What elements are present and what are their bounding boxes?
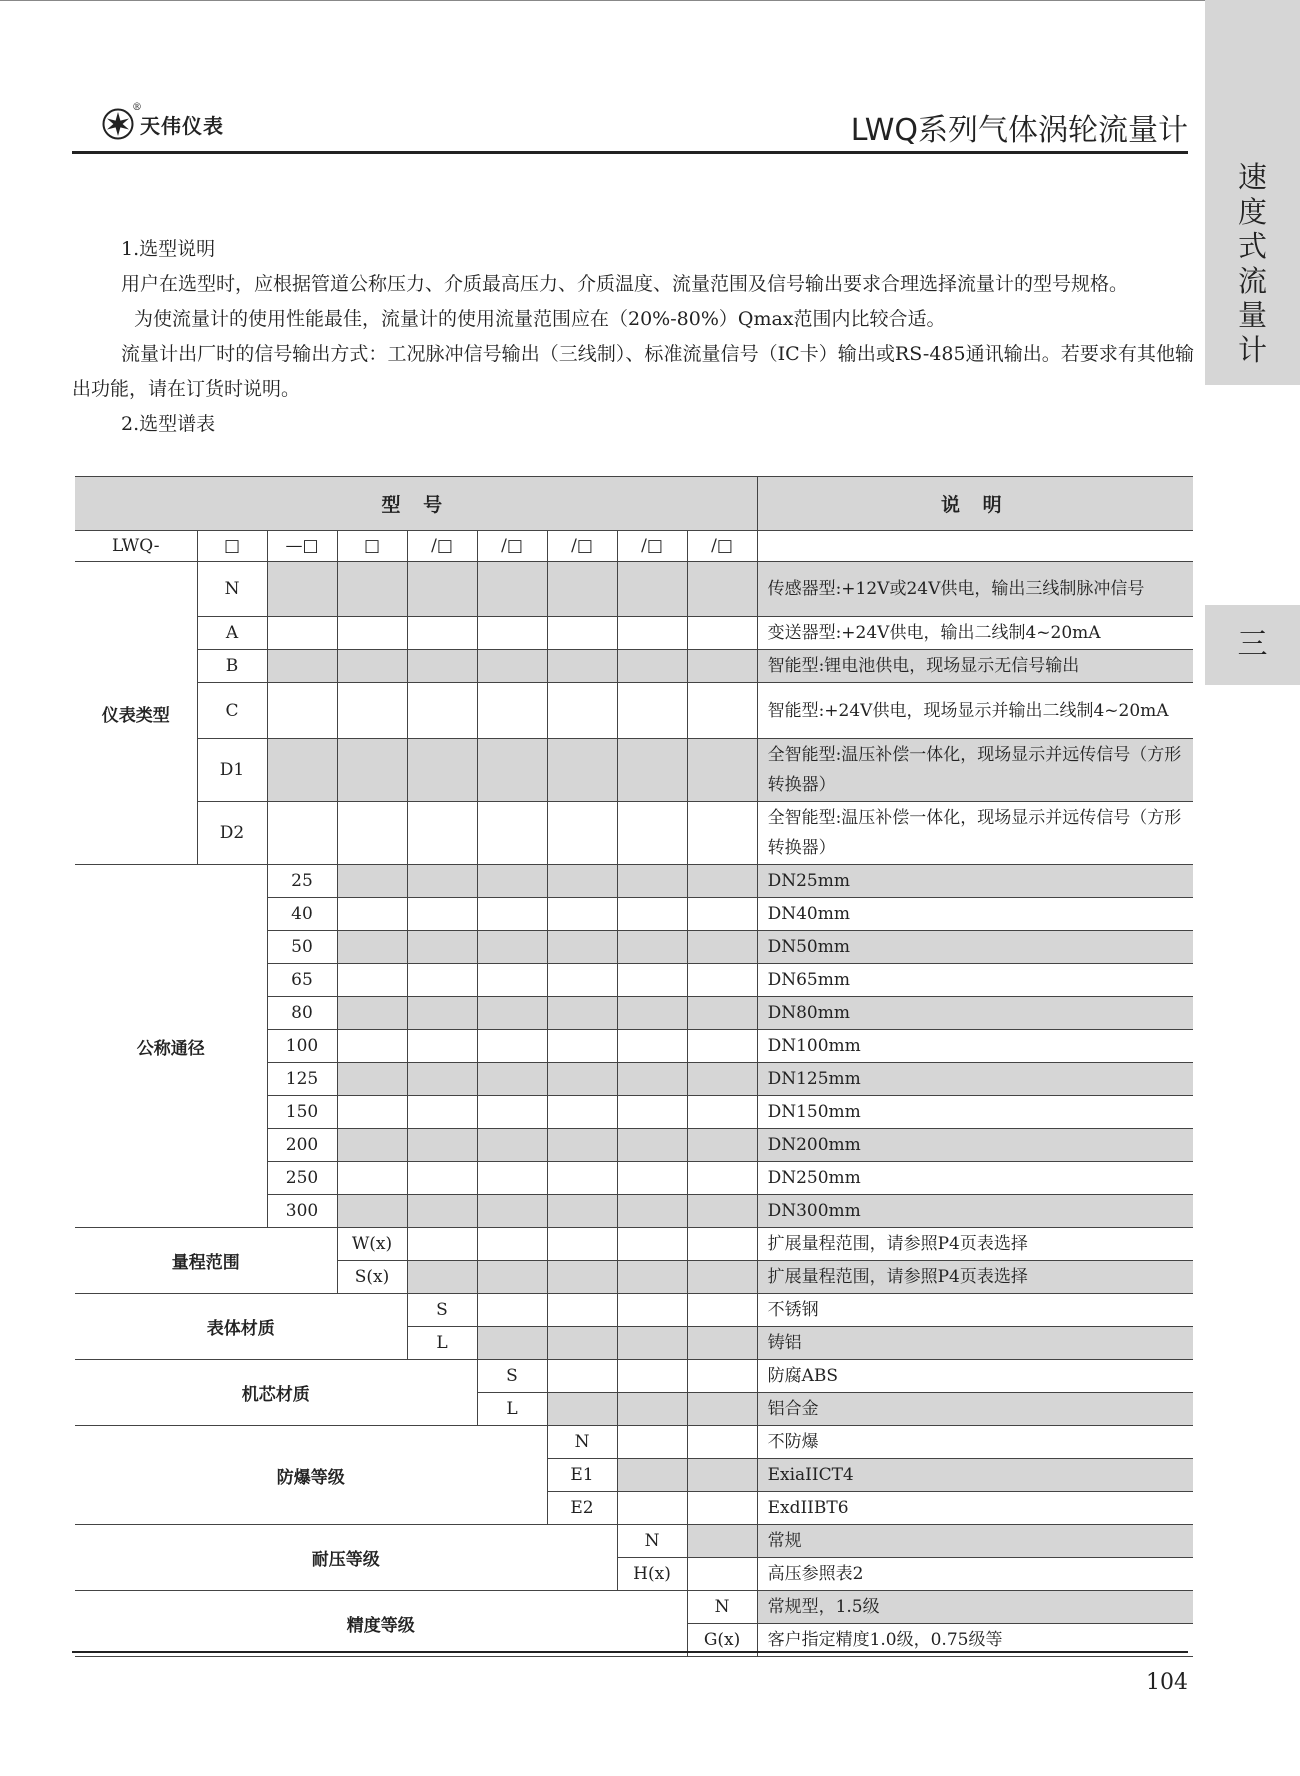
- empty-cell: [407, 1030, 477, 1063]
- group-label-cell: 防爆等级: [75, 1426, 547, 1525]
- empty-cell: [477, 739, 547, 802]
- option-code-cell: S(x): [337, 1261, 407, 1294]
- brand-logo: [102, 104, 224, 144]
- empty-cell: [407, 1228, 477, 1261]
- empty-cell: [687, 617, 757, 650]
- empty-cell: [687, 650, 757, 683]
- option-code-cell: 100: [267, 1030, 337, 1063]
- intro-paragraph-2: 为使流量计的使用性能最佳，流量计的使用流量范围应在（20%-80%）Qmax范围内比较合适。: [134, 308, 946, 330]
- empty-cell: [617, 1228, 687, 1261]
- empty-cell: [547, 1129, 617, 1162]
- empty-cell: [407, 1195, 477, 1228]
- option-code-cell: N: [687, 1591, 757, 1624]
- option-desc-cell: DN100mm: [757, 1030, 1193, 1063]
- option-code-cell: 300: [267, 1195, 337, 1228]
- option-code-cell: 125: [267, 1063, 337, 1096]
- option-desc-cell: 铸铝: [757, 1327, 1193, 1360]
- selection-table: [75, 476, 1193, 1657]
- code-cell: LWQ-: [75, 531, 197, 562]
- empty-cell: [477, 683, 547, 739]
- empty-cell: [547, 1096, 617, 1129]
- empty-cell: [547, 1195, 617, 1228]
- option-desc-cell: 常规型，1.5级: [757, 1591, 1193, 1624]
- empty-cell: [407, 931, 477, 964]
- empty-cell: [687, 1129, 757, 1162]
- empty-cell: [407, 617, 477, 650]
- option-code-cell: S: [477, 1360, 547, 1393]
- page-title: LWQ系列气体涡轮流量计: [850, 113, 1188, 148]
- empty-cell: [337, 1195, 407, 1228]
- code-cell: /□: [617, 531, 687, 562]
- option-desc-cell: 传感器型:+12V或24V供电，输出三线制脉冲信号: [757, 562, 1193, 617]
- empty-cell: [547, 865, 617, 898]
- empty-cell: [687, 1261, 757, 1294]
- empty-cell: [337, 964, 407, 997]
- empty-cell: [337, 1063, 407, 1096]
- empty-cell: [337, 617, 407, 650]
- code-cell: /□: [547, 531, 617, 562]
- page-number: 104: [1146, 1670, 1188, 1695]
- empty-cell: [547, 1228, 617, 1261]
- empty-cell: [337, 997, 407, 1030]
- empty-cell: [687, 1459, 757, 1492]
- group-label-cell: 机芯材质: [75, 1360, 477, 1426]
- group-label-cell: 量程范围: [75, 1228, 337, 1294]
- empty-cell: [687, 964, 757, 997]
- option-desc-cell: 常规: [757, 1525, 1193, 1558]
- group-label-cell: 仪表类型: [75, 562, 197, 865]
- empty-cell: [477, 1294, 547, 1327]
- empty-cell: [687, 1096, 757, 1129]
- empty-cell: [337, 650, 407, 683]
- empty-cell: [337, 898, 407, 931]
- empty-cell: [617, 1426, 687, 1459]
- empty-cell: [407, 650, 477, 683]
- header-desc-cell: 说 明: [757, 477, 1193, 531]
- table-row: [75, 1294, 1193, 1327]
- empty-cell: [407, 1063, 477, 1096]
- option-desc-cell: 铝合金: [757, 1393, 1193, 1426]
- option-code-cell: W(x): [337, 1228, 407, 1261]
- option-desc-cell: DN125mm: [757, 1063, 1193, 1096]
- option-desc-cell: DN80mm: [757, 997, 1193, 1030]
- empty-cell: [407, 739, 477, 802]
- empty-cell: [547, 650, 617, 683]
- empty-cell: [617, 964, 687, 997]
- table-row: [75, 683, 1193, 739]
- empty-cell: [477, 650, 547, 683]
- empty-cell: [337, 1162, 407, 1195]
- empty-cell: [547, 683, 617, 739]
- empty-cell: [407, 1129, 477, 1162]
- empty-cell: [337, 1096, 407, 1129]
- chapter-side-tab: [1205, 605, 1300, 685]
- empty-cell: [617, 1096, 687, 1129]
- empty-cell: [547, 617, 617, 650]
- empty-cell: [547, 562, 617, 617]
- footer-rule: [72, 1651, 1188, 1653]
- option-code-cell: N: [547, 1426, 617, 1459]
- option-desc-cell: DN150mm: [757, 1096, 1193, 1129]
- option-code-cell: 50: [267, 931, 337, 964]
- empty-cell: [617, 617, 687, 650]
- empty-cell: [477, 562, 547, 617]
- empty-cell: [547, 1162, 617, 1195]
- empty-cell: [337, 739, 407, 802]
- empty-cell: [407, 898, 477, 931]
- intro-paragraph-1: 用户在选型时，应根据管道公称压力、介质最高压力、介质温度、流量范围及信号输出要求合理选择流量计的型号规格。: [121, 273, 1129, 295]
- empty-cell: [617, 1162, 687, 1195]
- empty-cell: [337, 931, 407, 964]
- empty-cell: [477, 617, 547, 650]
- empty-cell: [617, 1492, 687, 1525]
- table-row: [75, 1228, 1193, 1261]
- empty-cell: [617, 1393, 687, 1426]
- empty-cell: [617, 865, 687, 898]
- empty-cell: [407, 802, 477, 865]
- option-desc-cell: 高压参照表2: [757, 1558, 1193, 1591]
- option-code-cell: L: [407, 1327, 477, 1360]
- option-desc-cell: 全智能型:温压补偿一体化，现场显示并远传信号（方形转换器）: [757, 802, 1193, 865]
- empty-cell: [687, 1294, 757, 1327]
- option-code-cell: G(x): [687, 1624, 757, 1657]
- option-desc-cell: DN40mm: [757, 898, 1193, 931]
- empty-cell: [617, 1327, 687, 1360]
- empty-cell: [687, 1162, 757, 1195]
- empty-cell: [687, 1327, 757, 1360]
- empty-cell: [547, 1030, 617, 1063]
- empty-cell: [617, 683, 687, 739]
- empty-cell: [477, 1195, 547, 1228]
- empty-cell: [617, 739, 687, 802]
- empty-cell: [687, 1030, 757, 1063]
- intro-text: [72, 232, 1194, 442]
- code-desc-cell: [757, 531, 1193, 562]
- empty-cell: [477, 1162, 547, 1195]
- empty-cell: [267, 650, 337, 683]
- empty-cell: [547, 802, 617, 865]
- empty-cell: [547, 1327, 617, 1360]
- empty-cell: [477, 802, 547, 865]
- option-desc-cell: 全智能型:温压补偿一体化，现场显示并远传信号（方形转换器）: [757, 739, 1193, 802]
- group-label-cell: 精度等级: [75, 1591, 687, 1657]
- intro-heading-1: 1.选型说明: [121, 238, 216, 260]
- empty-cell: [267, 739, 337, 802]
- empty-cell: [617, 1063, 687, 1096]
- option-code-cell: 25: [267, 865, 337, 898]
- option-code-cell: 80: [267, 997, 337, 1030]
- empty-cell: [407, 1261, 477, 1294]
- empty-cell: [547, 739, 617, 802]
- option-desc-cell: 智能型:+24V供电，现场显示并输出二线制4~20mA: [757, 683, 1193, 739]
- empty-cell: [687, 997, 757, 1030]
- option-code-cell: B: [197, 650, 267, 683]
- code-cell: —□: [267, 531, 337, 562]
- empty-cell: [617, 1195, 687, 1228]
- option-code-cell: A: [197, 617, 267, 650]
- option-code-cell: L: [477, 1393, 547, 1426]
- empty-cell: [477, 1096, 547, 1129]
- option-desc-cell: 变送器型:+24V供电，输出二线制4~20mA: [757, 617, 1193, 650]
- empty-cell: [617, 650, 687, 683]
- option-code-cell: D1: [197, 739, 267, 802]
- section-side-tab-label: 速 度 式 流 量 计: [1237, 160, 1267, 367]
- empty-cell: [267, 562, 337, 617]
- empty-cell: [477, 1030, 547, 1063]
- option-code-cell: N: [617, 1525, 687, 1558]
- empty-cell: [617, 1360, 687, 1393]
- option-desc-cell: DN50mm: [757, 931, 1193, 964]
- empty-cell: [407, 683, 477, 739]
- empty-cell: [547, 898, 617, 931]
- empty-cell: [687, 1063, 757, 1096]
- empty-cell: [687, 1228, 757, 1261]
- empty-cell: [407, 964, 477, 997]
- empty-cell: [407, 1096, 477, 1129]
- empty-cell: [547, 931, 617, 964]
- registered-mark: ®: [132, 102, 142, 113]
- empty-cell: [477, 931, 547, 964]
- code-cell: /□: [687, 531, 757, 562]
- empty-cell: [687, 865, 757, 898]
- empty-cell: [687, 562, 757, 617]
- option-code-cell: E2: [547, 1492, 617, 1525]
- empty-cell: [687, 683, 757, 739]
- empty-cell: [337, 865, 407, 898]
- empty-cell: [477, 997, 547, 1030]
- code-cell: □: [337, 531, 407, 562]
- option-desc-cell: 不防爆: [757, 1426, 1193, 1459]
- empty-cell: [547, 1261, 617, 1294]
- empty-cell: [267, 683, 337, 739]
- option-desc-cell: DN300mm: [757, 1195, 1193, 1228]
- intro-heading-2: 2.选型谱表: [121, 413, 216, 435]
- brand-star-icon: [102, 108, 134, 140]
- header-model-cell: 型 号: [75, 477, 757, 531]
- table-row: [75, 1426, 1193, 1459]
- option-code-cell: E1: [547, 1459, 617, 1492]
- empty-cell: [337, 562, 407, 617]
- empty-cell: [547, 997, 617, 1030]
- code-cell: /□: [477, 531, 547, 562]
- empty-cell: [687, 1393, 757, 1426]
- empty-cell: [617, 1294, 687, 1327]
- option-code-cell: 250: [267, 1162, 337, 1195]
- code-cell: /□: [407, 531, 477, 562]
- header-rule: [72, 151, 1188, 154]
- empty-cell: [407, 997, 477, 1030]
- option-code-cell: 40: [267, 898, 337, 931]
- empty-cell: [337, 1129, 407, 1162]
- option-code-cell: H(x): [617, 1558, 687, 1591]
- empty-cell: [547, 1294, 617, 1327]
- option-desc-cell: 客户指定精度1.0级，0.75级等: [757, 1624, 1193, 1657]
- table-row: [75, 1591, 1193, 1624]
- option-desc-cell: DN65mm: [757, 964, 1193, 997]
- option-desc-cell: DN200mm: [757, 1129, 1193, 1162]
- empty-cell: [547, 964, 617, 997]
- table-row: [75, 1360, 1193, 1393]
- empty-cell: [547, 1393, 617, 1426]
- option-desc-cell: ExdIIBT6: [757, 1492, 1193, 1525]
- empty-cell: [687, 802, 757, 865]
- empty-cell: [687, 739, 757, 802]
- group-label-cell: 公称通径: [75, 865, 267, 1228]
- empty-cell: [407, 865, 477, 898]
- empty-cell: [547, 1360, 617, 1393]
- table-row: [75, 802, 1193, 865]
- intro-paragraph-3: 流量计出厂时的信号输出方式：工况脉冲信号输出（三线制）、标准流量信号（IC卡）输出或RS-485通讯输出。若要求有其他输出功能，请在订货时说明。: [72, 343, 1194, 400]
- option-desc-cell: 不锈钢: [757, 1294, 1193, 1327]
- empty-cell: [477, 1327, 547, 1360]
- option-desc-cell: 防腐ABS: [757, 1360, 1193, 1393]
- table-row: [75, 650, 1193, 683]
- empty-cell: [617, 1129, 687, 1162]
- option-desc-cell: DN25mm: [757, 865, 1193, 898]
- empty-cell: [477, 898, 547, 931]
- option-desc-cell: DN250mm: [757, 1162, 1193, 1195]
- empty-cell: [547, 1063, 617, 1096]
- empty-cell: [267, 802, 337, 865]
- empty-cell: [477, 964, 547, 997]
- option-code-cell: 150: [267, 1096, 337, 1129]
- table-header-row: [75, 477, 1193, 531]
- empty-cell: [477, 1261, 547, 1294]
- code-row: [75, 531, 1193, 562]
- empty-cell: [687, 931, 757, 964]
- empty-cell: [337, 1030, 407, 1063]
- empty-cell: [687, 1492, 757, 1525]
- top-border-line: [0, 0, 1205, 1]
- option-code-cell: C: [197, 683, 267, 739]
- empty-cell: [687, 1426, 757, 1459]
- option-code-cell: 65: [267, 964, 337, 997]
- code-cell: □: [197, 531, 267, 562]
- empty-cell: [617, 997, 687, 1030]
- empty-cell: [617, 898, 687, 931]
- empty-cell: [687, 1558, 757, 1591]
- empty-cell: [687, 898, 757, 931]
- empty-cell: [617, 802, 687, 865]
- table-row: [75, 562, 1193, 617]
- empty-cell: [477, 865, 547, 898]
- empty-cell: [687, 1195, 757, 1228]
- option-desc-cell: 扩展量程范围，请参照P4页表选择: [757, 1261, 1193, 1294]
- empty-cell: [617, 931, 687, 964]
- empty-cell: [617, 1261, 687, 1294]
- option-code-cell: N: [197, 562, 267, 617]
- empty-cell: [617, 1030, 687, 1063]
- empty-cell: [407, 562, 477, 617]
- table-row: [75, 865, 1193, 898]
- empty-cell: [407, 1162, 477, 1195]
- empty-cell: [477, 1129, 547, 1162]
- table-row: [75, 1525, 1193, 1558]
- empty-cell: [687, 1360, 757, 1393]
- section-side-tab: [1205, 0, 1300, 385]
- empty-cell: [267, 617, 337, 650]
- group-label-cell: 耐压等级: [75, 1525, 617, 1591]
- empty-cell: [477, 1228, 547, 1261]
- option-code-cell: S: [407, 1294, 477, 1327]
- option-desc-cell: 智能型:锂电池供电，现场显示无信号输出: [757, 650, 1193, 683]
- empty-cell: [477, 1063, 547, 1096]
- empty-cell: [617, 562, 687, 617]
- chapter-side-tab-label: 三: [1237, 627, 1268, 662]
- empty-cell: [687, 1525, 757, 1558]
- table-row: [75, 739, 1193, 802]
- empty-cell: [617, 1459, 687, 1492]
- option-code-cell: D2: [197, 802, 267, 865]
- option-code-cell: 200: [267, 1129, 337, 1162]
- table-row: [75, 617, 1193, 650]
- empty-cell: [337, 802, 407, 865]
- brand-name: 天伟仪表: [140, 113, 224, 138]
- group-label-cell: 表体材质: [75, 1294, 407, 1360]
- option-desc-cell: ExiaIICT4: [757, 1459, 1193, 1492]
- empty-cell: [337, 683, 407, 739]
- option-desc-cell: 扩展量程范围，请参照P4页表选择: [757, 1228, 1193, 1261]
